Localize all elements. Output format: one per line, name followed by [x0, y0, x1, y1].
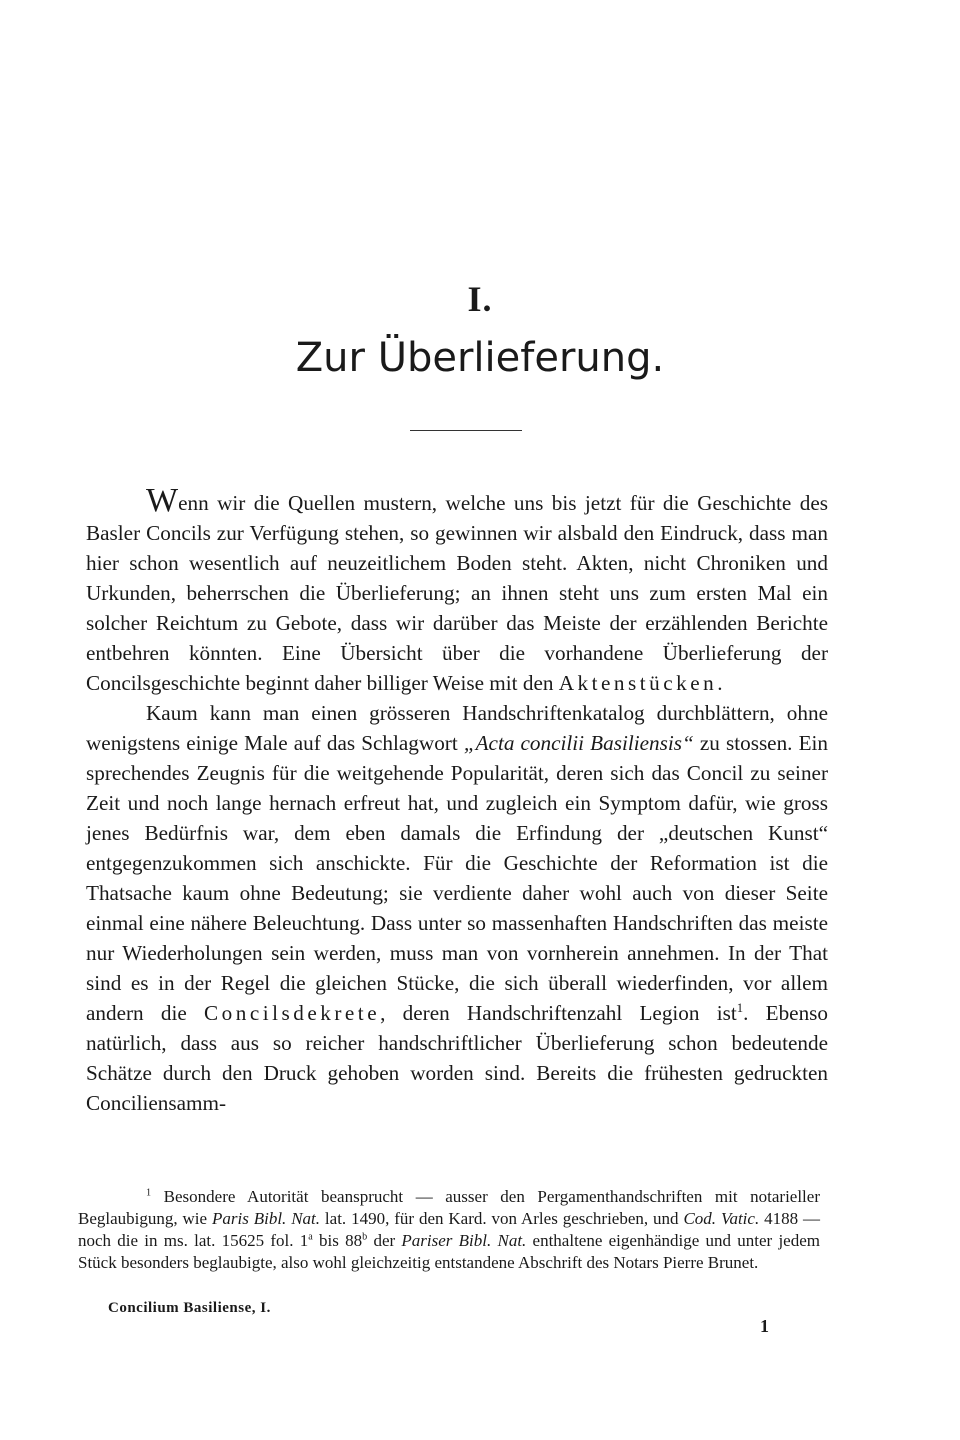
footnote-marker: 1 [146, 1187, 152, 1199]
footnote-italic: Cod. Vatic. [683, 1209, 760, 1228]
paragraph-2 [86, 698, 828, 1118]
paragraph-2-text-c: , deren Handschriftenzahl Legion ist [380, 1001, 737, 1025]
footnote-sup: a [308, 1231, 313, 1243]
paragraph-2-text-a: Kaum kann man einen grösseren Handschriftenkatalog durchblättern, ohne wenigstens einige Male auf das Schlagwort [86, 701, 828, 755]
footnote-text: 4188 — noch die in ms. lat. 15625 fol. 1 [78, 1209, 821, 1250]
page-number: 1 [760, 1316, 769, 1336]
footnote-reference[interactable]: 1 [736, 1000, 744, 1015]
chapter-number: I. [467, 279, 493, 319]
paragraph-2-text-b: zu stossen. Ein sprechendes Zeugnis für die weitgehende Popularität, deren sich das Concil zu seiner Zeit und noch lange hernach erfreut hat, und zugleich ein Symptom dafür, wie gross jenes Bedürfnis war, dem eben damals die Erfindung der „deutschen Kunst“ entgegenzukommen sich anschickte. Für die Geschichte der Reformation ist die Thatsache kaum ohne Bedeutung; sie verdiente daher wohl auch von dieser Seite einmal eine nähere Beleuchtung. Dass unter so massenhaften Handschriften das meiste nur Wiederholungen sein werden, muss man von vornherein annehmen. In der That sind es in der Regel die gleichen Stücke, die sich überall wiederfinden, vor allem andern die [86, 731, 828, 1025]
footnote-1 [78, 1186, 820, 1274]
title-rule [410, 430, 522, 431]
chapter-title: Zur Überlieferung. [295, 335, 665, 381]
body-text [86, 482, 829, 1118]
footnote-italic: Pariser Bibl. Nat. [401, 1231, 527, 1250]
emphasis-aktenstuecken: Aktenstücken [558, 671, 718, 695]
footnote-sup: b [362, 1231, 368, 1243]
emphasis-concilsdekrete: Concilsdekrete [204, 1001, 381, 1025]
drop-cap: W [146, 482, 179, 519]
paragraph-1 [86, 482, 828, 698]
footnote-text: Besondere Autorität beansprucht — ausser den Pergamenthandschriften mit notarieller Beglaubigung, wie [78, 1187, 820, 1228]
footnote-text: enthaltene eigenhändige und unter jedem Stück besonders beglaubigte, also wohl gleichzeitig entstandene Abschrift des Notars Pierre Brunet. [78, 1231, 820, 1272]
signature-mark: Concilium Basiliense, I. [108, 1300, 271, 1316]
paragraph-1-text: enn wir die Quellen mustern, welche uns bis jetzt für die Geschichte des Basler Concils zur Verfügung stehen, so gewinnen wir alsbald den Eindruck, dass man hier schon wesentlich auf neuzeitlichem Boden steht. Akten, nicht Chroniken und Urkunden, beherrschen die Überlieferung; an ihnen steht uns zum ersten Mal ein solcher Reichtum zu Gebote, dass wir darüber das Meiste der erzählenden Berichte entbehren könnten. Eine Übersicht über die vorhandene Überlieferung der Concilsgeschichte beginnt daher billiger Weise mit den [86, 491, 828, 695]
footnotes [78, 1186, 820, 1274]
paragraph-1-end: . [717, 671, 723, 695]
emphasis-acta-concilii: „Acta concilii Basiliensis“ [463, 731, 694, 755]
footnote-text: der [367, 1231, 402, 1250]
footnote-text: lat. 1490, für den Kard. von Arles geschrieben, und [320, 1209, 684, 1228]
paragraph-2-text-d: . Ebenso natürlich, dass aus so reicher handschriftlicher Überlieferung schon bedeutende Schätze durch den Druck gehoben worden sind. Bereits die frühesten gedruckten Conciliensamm- [86, 1001, 829, 1115]
footnote-text: bis 88 [312, 1231, 363, 1250]
footnote-italic: Paris Bibl. Nat. [211, 1209, 321, 1228]
